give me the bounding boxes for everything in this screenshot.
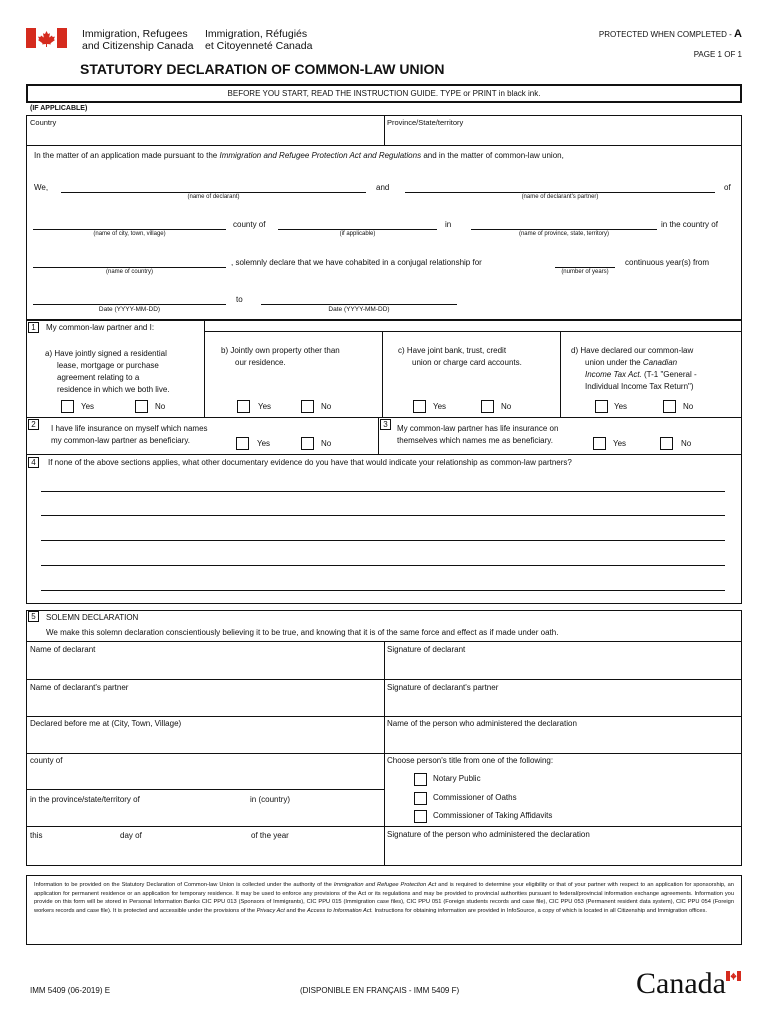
section-2-yes-label: Yes	[257, 439, 271, 448]
cap-city: (name of city, town, village)	[93, 231, 166, 237]
wordmark-flag-icon	[726, 971, 741, 981]
section-3-number: 3	[380, 419, 391, 430]
dept-fr-line2: et Citoyenneté Canada	[205, 40, 313, 52]
option-d-line1: d) Have declared our common-law	[571, 346, 694, 355]
of-label: of	[724, 183, 731, 192]
county-of-label: county of	[233, 220, 266, 229]
option-a-line2: lease, mortgage or purchase	[57, 361, 159, 370]
option-d-no-checkbox[interactable]	[663, 400, 676, 413]
matter-statement	[34, 151, 564, 160]
section-1-intro: My common-law partner and I:	[46, 323, 155, 332]
cap-province: (name of province, state, territory)	[518, 231, 610, 237]
in-country-of-label: in the country of	[661, 220, 718, 229]
department-name-en	[82, 28, 194, 52]
canada-wordmark	[636, 968, 726, 1000]
in-country-field[interactable]	[305, 792, 380, 806]
instructions-text: BEFORE YOU START, READ THE INSTRUCTION GUIDE. TYPE or PRINT in black ink.	[227, 89, 541, 98]
section-3-no-label: No	[681, 439, 692, 448]
section-2-line1: I have life insurance on myself which names	[51, 424, 208, 433]
option-d-yes-checkbox[interactable]	[595, 400, 608, 413]
form-title: STATUTORY DECLARATION OF COMMON-LAW UNION	[80, 61, 445, 77]
dept-fr-line1: Immigration, Réfugiés	[205, 28, 308, 40]
commissioner-oaths-label: Commissioner of Oaths	[433, 793, 517, 802]
option-b-line2: our residence.	[235, 358, 286, 367]
notary-public-checkbox[interactable]	[414, 773, 427, 786]
sig-partner-field[interactable]	[385, 694, 740, 716]
name-partner-label: Name of declarant's partner	[30, 683, 129, 692]
name-declarant-label: Name of declarant	[30, 645, 96, 654]
option-b-line1: b) Jointly own property other than	[221, 346, 340, 355]
location-section	[26, 115, 742, 146]
section-3-line1: My common-law partner has life insurance on	[397, 424, 559, 433]
in-country-label: in (country)	[250, 795, 291, 804]
of-the-year-label: of the year	[251, 831, 289, 840]
cap-date-start: Date (YYYY-MM-DD)	[98, 306, 161, 313]
and-label: and	[376, 183, 390, 192]
declared-before-label: Declared before me at (City, Town, Village)	[30, 719, 182, 728]
cap-partner: (name of declarant's partner)	[521, 194, 599, 200]
option-a-no-checkbox[interactable]	[135, 400, 148, 413]
cap-country: (name of country)	[105, 269, 154, 275]
city-field[interactable]	[33, 229, 226, 230]
section-2-yes-checkbox[interactable]	[236, 437, 249, 450]
french-availability: (DISPONIBLE EN FRANÇAIS - IMM 5409 F)	[300, 986, 460, 995]
privacy-p4: Instructions for obtaining information are provided in InfoSource, a copy of which is located in all Citizenship and Immigration offices.	[374, 907, 707, 914]
sig-partner-label: Signature of declarant's partner	[387, 683, 499, 692]
cap-declarant: (name of declarant)	[187, 194, 240, 200]
name-partner-field[interactable]	[28, 694, 380, 716]
section-4-number: 4	[28, 457, 39, 468]
option-b-no-checkbox[interactable]	[301, 400, 314, 413]
option-b-yes-label: Yes	[258, 402, 272, 411]
option-c-yes-checkbox[interactable]	[413, 400, 426, 413]
protected-label	[599, 28, 742, 40]
in-label: in	[445, 220, 452, 229]
section-1-number: 1	[28, 322, 39, 333]
option-c-no-checkbox[interactable]	[481, 400, 494, 413]
option-d-line2: union under the	[585, 358, 641, 367]
option-a-yes-label: Yes	[81, 402, 95, 411]
option-b-yes-checkbox[interactable]	[237, 400, 250, 413]
section-3-yes-checkbox[interactable]	[593, 437, 606, 450]
province-label: Province/State/territory	[387, 118, 464, 127]
option-d-yes-label: Yes	[614, 402, 628, 411]
option-c-line2: union or charge card accounts.	[412, 358, 522, 367]
option-b-text	[221, 345, 340, 369]
years-field[interactable]	[555, 267, 615, 268]
cap-years: (number of years)	[561, 269, 609, 275]
commissioner-affidavits-label: Commissioner of Taking Affidavits	[433, 811, 553, 820]
sig-administered-field[interactable]	[385, 842, 740, 864]
in-province-label: in the province/state/territory of	[30, 795, 140, 804]
country-name-field[interactable]	[33, 267, 226, 268]
end-date-field[interactable]	[261, 304, 457, 305]
section-5-statement: We make this solemn declaration conscientiously believing it to be true, and knowing that it is of the same force and effect as if made under oath.	[46, 628, 559, 637]
canada-wordmark-text: Canada	[636, 967, 726, 1000]
option-a-line1: a) Have jointly signed a residential	[45, 349, 167, 358]
sig-declarant-field[interactable]	[385, 656, 740, 678]
section-4-question: If none of the above sections applies, what other documentary evidence do you have that would indicate your relationship as common-law partners?	[48, 458, 572, 467]
declarant-name-field[interactable]	[61, 192, 366, 193]
privacy-text	[34, 881, 734, 915]
country-label: Country	[30, 118, 57, 127]
evidence-line-5[interactable]	[41, 590, 725, 591]
county-field[interactable]	[278, 229, 437, 230]
if-applicable-label: (IF APPLICABLE)	[30, 105, 88, 112]
start-date-field[interactable]	[33, 304, 226, 305]
option-a-text	[45, 348, 170, 396]
page-number: PAGE 1 OF 1	[693, 50, 742, 59]
evidence-line-3[interactable]	[41, 540, 725, 541]
province-state-field[interactable]	[471, 229, 657, 230]
partner-name-field[interactable]	[405, 192, 715, 193]
privacy-privacy-act: Privacy Act	[256, 907, 285, 914]
section-3-text	[397, 423, 558, 447]
option-d-line3: (T-1 "General -	[644, 370, 697, 379]
option-c-yes-label: Yes	[433, 402, 447, 411]
solemnly-label: , solemnly declare that we have cohabited in a conjugal relationship for	[231, 258, 482, 267]
option-b-no-label: No	[321, 402, 332, 411]
matter-prefix: In the matter of an application made pursuant to the	[34, 151, 218, 160]
section-3-no-checkbox[interactable]	[660, 437, 673, 450]
evidence-line-1[interactable]	[41, 491, 725, 492]
protected-text: PROTECTED WHEN COMPLETED -	[598, 30, 732, 39]
option-d-canadian: Canadian	[642, 358, 678, 367]
form-code: IMM 5409 (06-2019) E	[30, 986, 111, 995]
dept-en-line1: Immigration, Refugees	[82, 28, 188, 40]
canada-flag-logo	[26, 28, 67, 48]
option-a-line3: agreement relating to a	[57, 373, 140, 382]
month-field[interactable]	[152, 828, 247, 842]
section-2-number: 2	[28, 419, 39, 430]
in-province-field[interactable]	[170, 792, 245, 806]
section-2-line2: my common-law partner as beneficiary.	[51, 436, 191, 445]
department-name-fr	[205, 28, 312, 52]
sig-administered-label: Signature of the person who administered the declaration	[387, 830, 590, 839]
privacy-act-name: Immigration and Refugee Protection Act	[333, 882, 437, 888]
option-d-no-label: No	[683, 402, 694, 411]
declared-before-field[interactable]	[28, 730, 380, 752]
cap-date-end: Date (YYYY-MM-DD)	[328, 306, 390, 313]
dept-en-line2: and Citizenship Canada	[82, 40, 194, 52]
evidence-line-2[interactable]	[41, 515, 725, 516]
option-c-no-label: No	[501, 402, 512, 411]
evidence-line-4[interactable]	[41, 565, 725, 566]
section-3-yes-label: Yes	[613, 439, 627, 448]
privacy-access-act: Access to Information Act.	[306, 907, 373, 914]
privacy-p2: and is required to determine your eligibility or that of your partner with respect to an application for sponsorship, an application for permanent residence or an application for temporary residence. It may be used to enforce any provisions of the Act or its regulations and may be provided to provincial authorities pursuant to federal/provincial information exchange agreements. Information you provide on this form will be stored in Personal Information Banks CIC PPU 013 (Sponsors of Immigrants), CIC PPU 015 (Immigration case files), CIC PPU 051 (Foreign students records and case file), CIC PPU 053 (Permanent resident data system), CIC PPU 054 (Foreign workers records and case file). It is protected and accessible under the provisions of the	[34, 882, 734, 914]
privacy-p3: and the	[286, 907, 306, 914]
county-of-label-5: county of	[30, 756, 63, 765]
option-d-line4: Individual Income Tax Return")	[585, 382, 694, 391]
matter-act: Immigration and Refugee Protection Act and Regulations	[219, 151, 422, 160]
option-d-act: Income Tax Act.	[585, 370, 642, 379]
section-2-no-label: No	[321, 439, 332, 448]
name-administered-field[interactable]	[385, 730, 740, 752]
commissioner-oaths-checkbox[interactable]	[414, 792, 427, 805]
option-a-yes-checkbox[interactable]	[61, 400, 74, 413]
county-of-field[interactable]	[28, 767, 380, 787]
to-label: to	[236, 295, 243, 304]
protected-letter: A	[734, 28, 742, 40]
section-5-title: SOLEMN DECLARATION	[46, 613, 139, 622]
option-c-line1: c) Have joint bank, trust, credit	[398, 346, 507, 355]
option-d-text	[571, 345, 697, 393]
name-declarant-field[interactable]	[28, 656, 380, 678]
matter-suffix: and in the matter of common-law union,	[423, 151, 564, 160]
option-c-text	[398, 345, 522, 369]
day-field[interactable]	[48, 828, 118, 842]
notary-public-label: Notary Public	[433, 774, 481, 783]
cap-if-applicable: (if applicable)	[339, 231, 376, 237]
year-field[interactable]	[300, 828, 378, 842]
section-4	[26, 454, 742, 604]
privacy-p1: Information to be provided on the Statutory Declaration of Common-law Union is collected under the authority of the	[34, 882, 332, 888]
this-label: this	[30, 831, 43, 840]
continuous-label: continuous year(s) from	[625, 258, 710, 267]
section-5-number: 5	[28, 611, 39, 622]
we-label: We,	[34, 183, 49, 192]
sig-declarant-label: Signature of declarant	[387, 645, 466, 654]
section-2-text	[51, 423, 208, 447]
day-of-label: day of	[120, 831, 142, 840]
option-a-no-label: No	[155, 402, 166, 411]
section-3-line2: themselves which names me as beneficiary.	[397, 436, 553, 445]
choose-title-label: Choose person's title from one of the following:	[387, 756, 554, 765]
province-field[interactable]	[387, 128, 739, 145]
instructions-banner	[26, 84, 742, 103]
option-a-line4: residence in which we both live.	[57, 385, 170, 394]
country-field[interactable]	[30, 128, 380, 145]
section-2-no-checkbox[interactable]	[301, 437, 314, 450]
name-administered-label: Name of the person who administered the declaration	[387, 719, 577, 728]
commissioner-affidavits-checkbox[interactable]	[414, 810, 427, 823]
